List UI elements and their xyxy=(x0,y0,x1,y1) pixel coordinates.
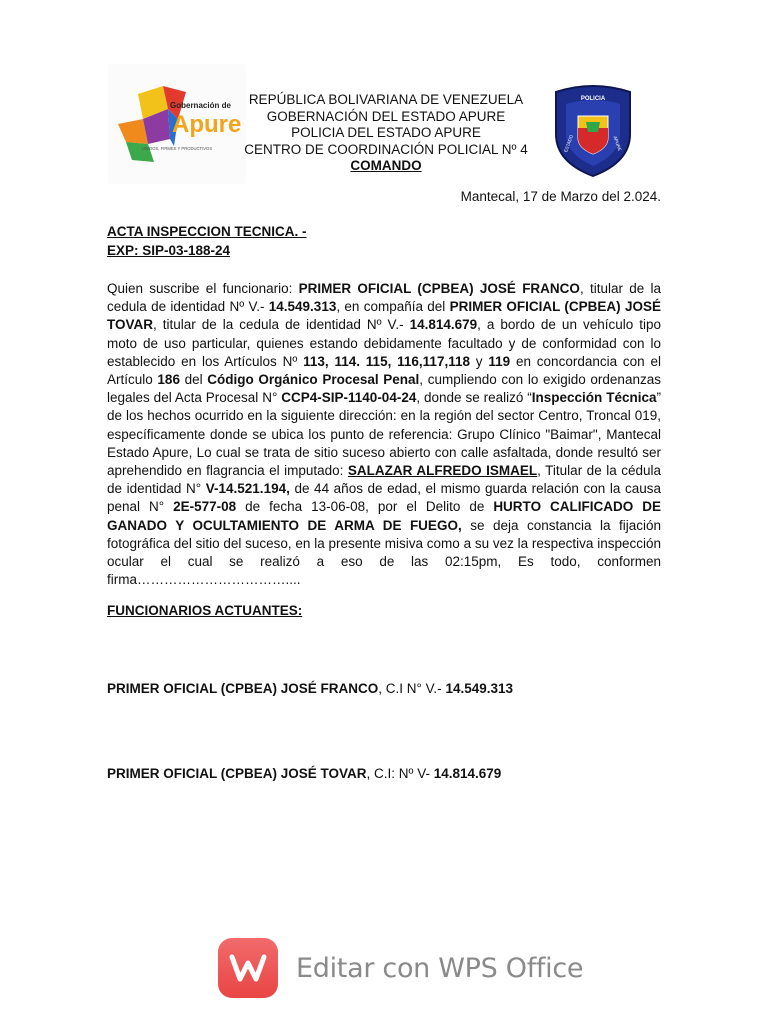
body-text: del xyxy=(179,372,208,388)
policia-apure-shield-logo xyxy=(548,82,638,178)
articles-list: 113, 114. 115, 116,117,118 xyxy=(303,353,470,369)
article-186: 186 xyxy=(157,372,180,388)
imputado-name: SALAZAR ALFREDO ISMAEL xyxy=(347,463,538,479)
body-paragraph xyxy=(107,280,661,589)
body-text: en concordancia con el Artículo xyxy=(107,353,662,388)
body-text: , Titular de la cédula de identidad N° xyxy=(107,463,661,497)
causa-penal-number: 2E-577-08 xyxy=(173,499,237,515)
officer-name-franco: PRIMER OFICIAL (CPBEA) JOSÉ FRANCO xyxy=(298,281,580,296)
document-header xyxy=(244,92,528,175)
signature-id: 14.814.679 xyxy=(433,766,502,781)
body-text: , cumpliendo con lo exigido ordenanzas legales del Acta Procesal N° xyxy=(107,372,661,406)
body-text: ” de los hechos ocurrido en la siguiente dirección: en la región del sector Centro, Troncal 019, específicamente donde se ubica los punto de referencia: Grupo Clínico "Baimar", Mantecal Estado Apure, Lo cual se trata de sitio suceso abierto con calle asfaltada, donde resultó ser aprehendido en flagrancia el imputado: xyxy=(107,390,661,479)
header-command: COMANDO xyxy=(350,158,422,173)
header-line-gobernacion: GOBERNACIÓN DEL ESTADO APURE xyxy=(266,108,506,124)
body-text: de fecha 13-06-08, por el Delito de xyxy=(236,499,494,515)
svg-text:POLICIA: POLICIA xyxy=(580,96,606,102)
signature-id: 14.549.313 xyxy=(445,681,514,696)
header-line-policia: POLICIA DEL ESTADO APURE xyxy=(291,125,481,140)
signature-name: PRIMER OFICIAL (CPBEA) JOSÉ TOVAR xyxy=(107,766,367,781)
signature-id-label: , C.I: Nº V- xyxy=(366,766,434,781)
delito-description: HURTO CALIFICADO DE GANADO Y OCULTAMIENTO DE ARMA DE FUEGO, xyxy=(107,499,661,533)
acta-procesal-number: CCP4-SIP-1140-04-24 xyxy=(281,390,417,406)
svg-text:UNIDOS, FIRMES Y PRODUCTIVOS: UNIDOS, FIRMES Y PRODUCTIVOS xyxy=(142,146,213,151)
svg-text:ESTADO: ESTADO xyxy=(563,134,575,153)
imputado-id: V-14.521.194, xyxy=(205,481,290,497)
svg-text:Gobernación de: Gobernación de xyxy=(170,101,231,110)
body-text: de 44 años de edad, el mismo guarda relación con la causa penal N° xyxy=(107,481,661,515)
body-text: y xyxy=(469,353,489,369)
wps-logo-icon xyxy=(218,938,278,998)
officer-id-tovar: 14.814.679 xyxy=(409,317,478,333)
body-text: , donde se realizó “ xyxy=(416,390,532,406)
body-text: Quien suscribe el funcionario: xyxy=(107,281,299,296)
inspection-label: Inspección Técnica xyxy=(531,390,657,406)
document-title xyxy=(107,222,307,260)
body-text: , en compañía del xyxy=(336,299,450,315)
officers-section-title: FUNCIONARIOS ACTUANTES: xyxy=(107,603,303,618)
body-text: , titular de la cedula de identidad Nº V.- xyxy=(153,317,410,333)
title-acta: ACTA INSPECCION TECNICA. - xyxy=(107,224,307,239)
wps-edit-button[interactable] xyxy=(218,936,583,1000)
wps-edit-label: Editar con WPS Office xyxy=(296,952,584,984)
article-119: 119 xyxy=(488,353,511,369)
body-text: se deja constancia la fijación fotográfica del sitio del suceso, en la presente misiva como a su vez la respectiva inspección ocular el cual se realizó a eso de las 02:15pm, Es todo, conformen firma…………………………….... xyxy=(107,517,662,588)
header-line-centro: CENTRO DE COORDINACIÓN POLICIAL Nº 4 xyxy=(244,141,528,157)
code-reference: Código Orgánico Procesal Penal xyxy=(207,372,420,388)
document-date: Mantecal, 17 de Marzo del 2.024. xyxy=(460,189,661,204)
signature-id-label: , C.I N° V.- xyxy=(378,681,446,696)
header-line-republic: REPÚBLICA BOLIVARIANA DE VENEZUELA xyxy=(248,92,524,107)
svg-text:APURE: APURE xyxy=(612,135,623,152)
body-text: , titular de la cedula de identidad Nº V.- xyxy=(107,281,661,315)
officer-id-franco: 14.549.313 xyxy=(268,299,337,315)
signature-name: PRIMER OFICIAL (CPBEA) JOSÉ FRANCO xyxy=(107,681,379,696)
body-text: , a bordo de un vehículo tipo moto de uso particular, quienes estando debidamente facultado y de conformidad con lo establecido en los Artículos Nº xyxy=(107,317,661,369)
title-expediente: EXP: SIP-03-188-24 xyxy=(107,243,231,258)
officer-name-tovar: PRIMER OFICIAL (CPBEA) JOSÉ TOVAR xyxy=(107,299,661,333)
svg-text:Apure: Apure xyxy=(172,111,242,138)
officer-signature-franco xyxy=(107,681,513,696)
officer-signature-tovar xyxy=(107,766,501,781)
gobernacion-apure-logo xyxy=(108,64,246,184)
